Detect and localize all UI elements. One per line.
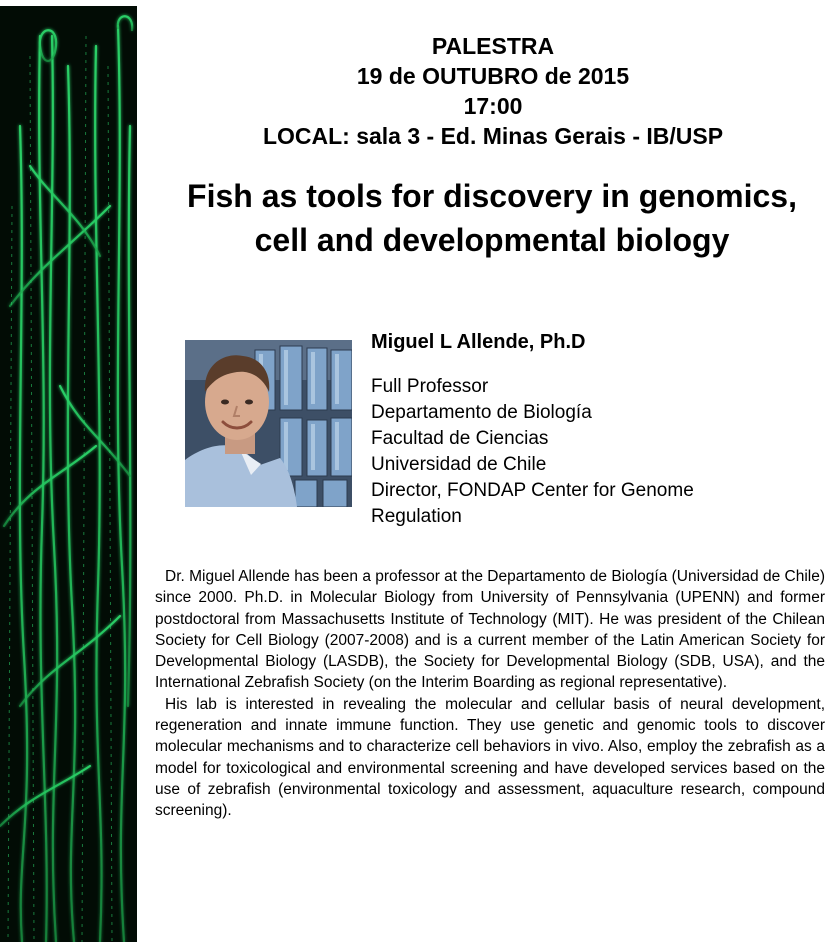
speaker-photo	[185, 340, 352, 507]
speaker-affiliation	[371, 374, 694, 530]
event-header	[150, 31, 836, 151]
event-location: LOCAL: sala 3 - Ed. Minas Gerais - IB/USP	[262, 123, 724, 149]
affiliation-line: Full Professor	[371, 376, 489, 397]
speaker-name: Miguel L Allende, Ph.D	[371, 331, 586, 353]
bio-paragraph-1: Dr. Miguel Allende has been a professor at the Departamento de Biología (Universidad de Chile) since 2000. Ph.D. in Molecular Biology from University of Pennsylvania (UPENN) and former postdoctoral from Massachusetts Institute of Technology (MIT). He was president of the Chilean Society for Cell Biology (2007-2008) and is a current member of the Latin American Society for Developmental Biology (LASDB), the Society for Developmental Biology (SDB, USA), and the International Zebrafish Society (on the Interim Boarding as regional representative).	[155, 568, 825, 692]
talk-title-line-1: Fish as tools for discovery in genomics,	[187, 178, 797, 214]
fluorescence-microscopy-image	[0, 6, 137, 942]
affiliation-line: Universidad de Chile	[371, 454, 547, 475]
speaker-bio	[155, 566, 825, 822]
affiliation-line: Departamento de Biología	[371, 402, 592, 423]
affiliation-line: Regulation	[371, 506, 462, 527]
bio-paragraph-2: His lab is interested in revealing the molecular and cellular basis of neural development, regeneration and innate immune function. They use genetic and genomic tools to discover molecular mechanisms and to characterize cell behaviors in vivo. Also, employ the zebrafish as a model for toxicological and environmental screening and have developed services based on the use of zebrafish (environmental toxicology and assessment, aquaculture research, compound screening).	[155, 695, 825, 820]
event-type: PALESTRA	[431, 33, 555, 59]
talk-title-line-2: cell and developmental biology	[254, 222, 730, 258]
event-time: 17:00	[463, 93, 523, 119]
affiliation-line: Facultad de Ciencias	[371, 428, 549, 449]
affiliation-line: Director, FONDAP Center for Genome	[371, 480, 694, 501]
talk-title	[148, 174, 836, 262]
event-date: 19 de OUTUBRO de 2015	[356, 63, 630, 89]
